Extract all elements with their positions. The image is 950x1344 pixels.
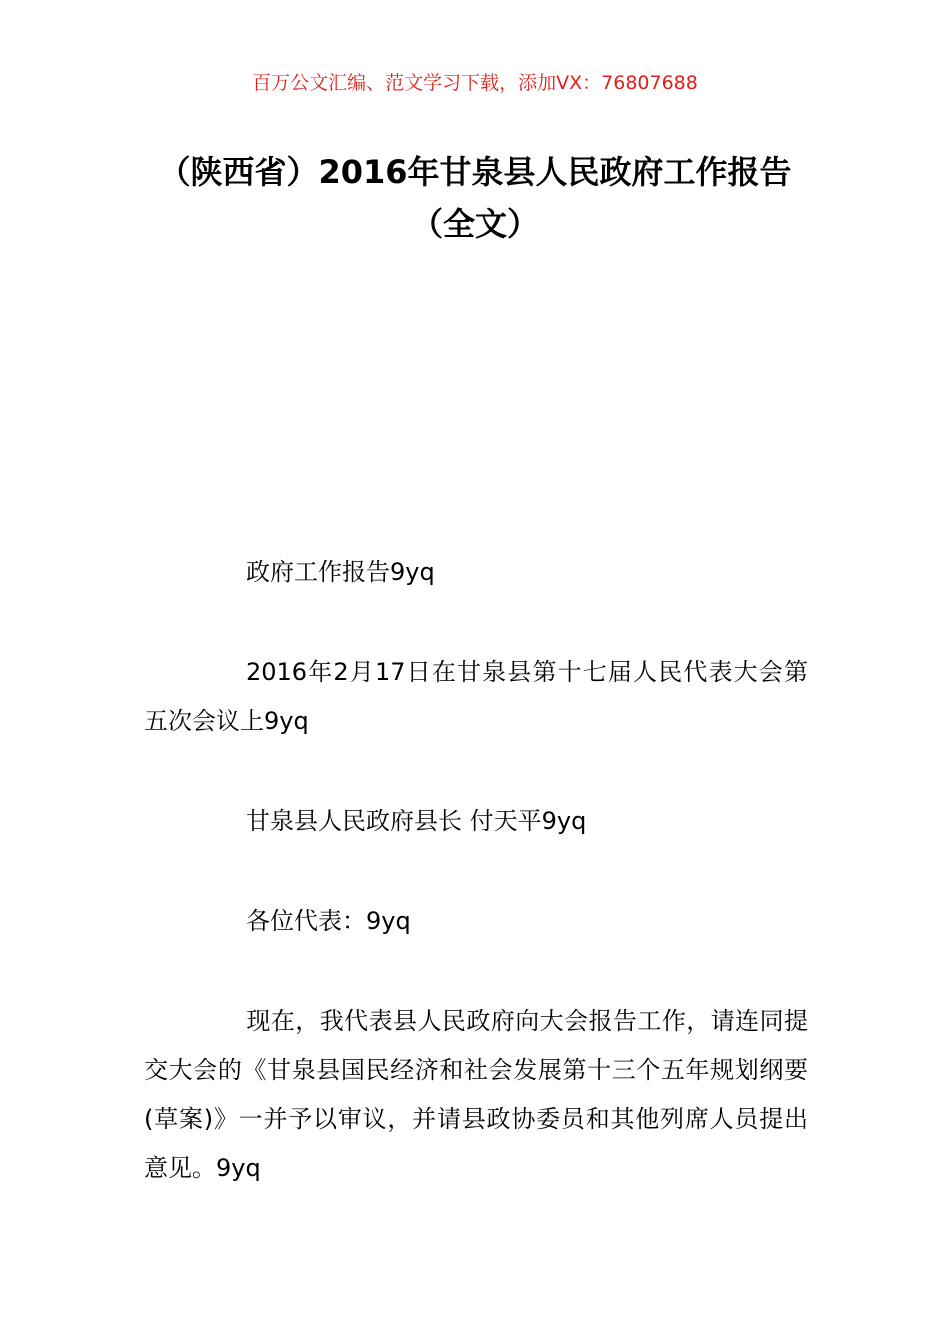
paragraph-report-title: 政府工作报告9yq [246,558,435,586]
document-title: （陕西省）2016年甘泉县人民政府工作报告（全文） [158,153,792,243]
header-note: 百万公文汇编、范文学习下载，添加VX：76807688 [252,72,698,94]
paragraph-salutation: 各位代表：9yq [246,907,411,935]
paragraph-meeting-info: 2016年2月17日在甘泉县第十七届人民代表大会第五次会议上9yq [144,658,808,735]
paragraph-opening: 现在，我代表县人民政府向大会报告工作，请连同提交大会的《甘泉县国民经济和社会发展第十三个五年规划纲要(草案)》一并予以审议，并请县政协委员和其他列席人员提出意见。9yq [144,1007,808,1182]
paragraph-speaker: 甘泉县人民政府县长 付天平9yq [246,807,587,835]
